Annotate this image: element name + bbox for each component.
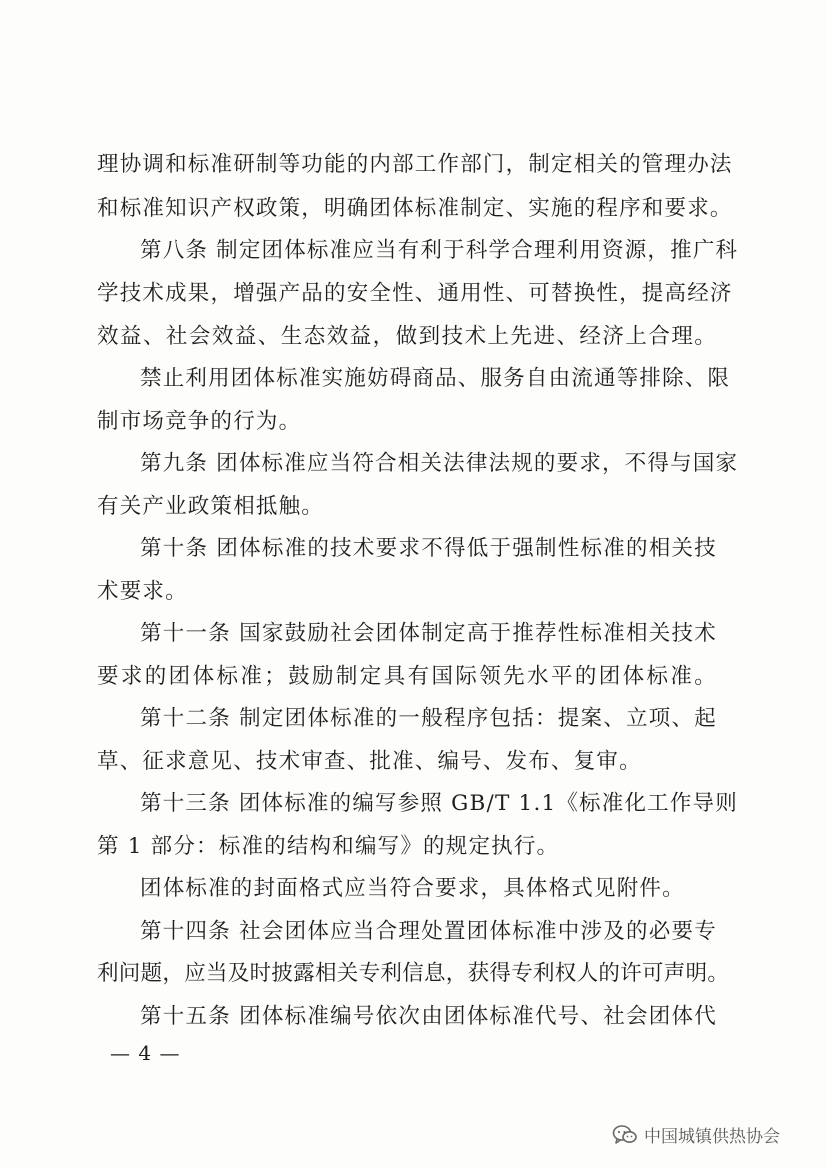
watermark-text: 中国城镇供热协会 <box>644 1127 780 1147</box>
article-9-line: 第九条 团体标准应当符合相关法律法规的要求，不得与国家 <box>140 451 739 476</box>
text-line: 和标准知识产权政策，明确团体标准制定、实施的程序和要求。 <box>97 196 733 221</box>
text-line: 有关产业政策相抵触。 <box>97 494 325 519</box>
text-line: 要求的团体标准；鼓励制定具有国际领先水平的团体标准。 <box>97 664 717 689</box>
text-line: 利问题，应当及时披露相关专利信息，获得专利权人的许可声明。 <box>97 961 730 986</box>
text-line: 第 1 部分：标准的结构和编写》的规定执行。 <box>97 834 560 859</box>
text-line: 学技术成果，增强产品的安全性、通用性、可替换性，提高经济 <box>97 281 733 306</box>
article-11-line: 第十一条 国家鼓励社会团体制定高于推荐性标准相关技术 <box>140 621 717 646</box>
paragraph-line: 禁止利用团体标准实施妨碍商品、服务自由流通等排除、限 <box>140 366 731 391</box>
article-13-line: 第十三条 团体标准的编写参照 GB/T 1.1《标准化工作导则 <box>140 791 738 816</box>
watermark <box>612 1122 780 1147</box>
article-14-line: 第十四条 社会团体应当合理处置团体标准中涉及的必要专 <box>140 919 717 944</box>
text-line: 制市场竞争的行为。 <box>97 409 302 434</box>
paragraph-line: 团体标准的封面格式应当符合要求，具体格式见附件。 <box>140 876 685 901</box>
text-line: 草、征求意见、技术审查、批准、编号、发布、复审。 <box>97 749 642 774</box>
article-10-line: 第十条 团体标准的技术要求不得低于强制性标准的相关技 <box>140 536 717 561</box>
wechat-icon <box>612 1124 638 1146</box>
article-12-line: 第十二条 制定团体标准的一般程序包括：提案、立项、起 <box>140 706 717 731</box>
text-line: 术要求。 <box>97 579 188 604</box>
article-8-line: 第八条 制定团体标准应当有利于科学合理利用资源，推广科 <box>140 238 739 263</box>
page-number: — 4 — <box>110 1041 181 1065</box>
text-line: 效益、社会效益、生态效益，做到技术上先进、经济上合理。 <box>97 324 717 349</box>
text-line: 理协调和标准研制等功能的内部工作部门，制定相关的管理办法 <box>97 152 733 177</box>
article-15-line: 第十五条 团体标准编号依次由团体标准代号、社会团体代 <box>140 1004 717 1029</box>
